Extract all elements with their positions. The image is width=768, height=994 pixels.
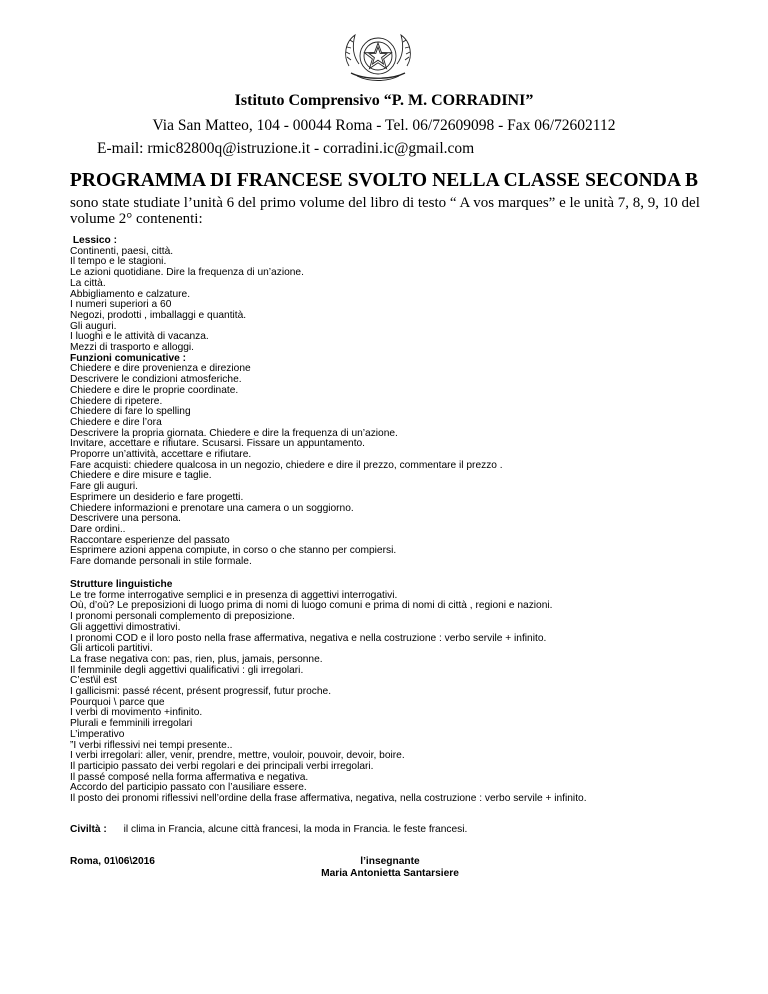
list-item: Le tre forme interrogative semplici e in presenza di aggettivi interrogativi.: [70, 589, 398, 601]
school-address: Via San Matteo, 104 - 00044 Roma - Tel. 06/72609098 - Fax 06/72602112: [152, 117, 616, 134]
section-heading: Lessico :: [70, 235, 117, 246]
list-item: La città.: [70, 277, 106, 289]
list-item: L’imperativo: [70, 728, 125, 740]
list-item: Chiedere di fare lo spelling: [70, 406, 191, 418]
list-item: Mezzi di trasporto e alloggi.: [70, 342, 195, 354]
list-item: Esprimere azioni appena compiute, in corso o che stanno per compiersi.: [70, 545, 397, 557]
school-email: E-mail: rmic82800q@istruzione.it - corradini.ic@gmail.com: [97, 140, 475, 157]
list-item: Proporre un’attività, accettare e rifiutare.: [70, 449, 252, 461]
list-item: Chiedere e dire provenienza e direzione: [70, 363, 251, 375]
list-item: Où, d’où? Le preposizioni di luogo prima di nomi di luogo comuni e prima di nomi di città , regioni e nazioni.: [70, 600, 553, 612]
section-heading: Strutture linguistiche: [70, 579, 173, 590]
list-item: Pourquoi \ parce que: [70, 696, 165, 708]
list-item: I verbi irregolari: aller, venir, prendre, mettre, vouloir, pouvoir, devoir, boire.: [70, 750, 405, 762]
list-item: I pronomi personali complemento di preposizione.: [70, 611, 295, 623]
list-item: C’est\il est: [70, 675, 117, 687]
list-item: Chiedere e dire misure e taglie.: [70, 470, 212, 482]
list-item: Fare domande personali in stile formale.: [70, 556, 252, 568]
list-item: I numeri superiori a 60: [70, 299, 172, 311]
list-item: Descrivere una persona.: [70, 513, 181, 525]
intro-paragraph: [70, 195, 710, 227]
signature-block: [300, 856, 480, 880]
list-item: Le azioni quotidiane. Dire la frequenza di un’azione.: [70, 267, 304, 279]
list-item: Descrivere la propria giornata. Chiedere e dire la frequenza di un’azione.: [70, 427, 398, 439]
list-item: Il tempo e le stagioni.: [70, 256, 167, 268]
list-item: Abbigliamento e calzature.: [70, 288, 191, 300]
list-item: ”I verbi riflessivi nei tempi presente..: [70, 739, 233, 751]
list-item: Il posto dei pronomi riflessivi nell’ordine della frase affermativa, negativa, nella costruzione : verbo servile + infinito.: [70, 793, 587, 805]
list-item: La frase negativa con: pas, rien, plus, jamais, personne.: [70, 653, 323, 665]
list-item: Gli aggettivi dimostrativi.: [70, 621, 181, 633]
list-item: Chiedere e dire le proprie coordinate.: [70, 384, 239, 396]
teacher-role: l’insegnante: [360, 856, 420, 867]
intro-line: sono state studiate l’unità 6 del primo volume del libro di testo “ A vos marques” e le unità 7, 8, 9, 10 del: [70, 195, 700, 211]
civilta-label: Civiltà :: [70, 824, 107, 835]
list-item: Gli auguri.: [70, 320, 117, 332]
republic-emblem-icon: [335, 26, 421, 88]
list-item: Negozi, prodotti , imballaggi e quantità.: [70, 309, 247, 321]
document-title: PROGRAMMA DI FRANCESE SVOLTO NELLA CLASSE SECONDA B: [69, 170, 699, 191]
list-item: Fare gli auguri.: [70, 481, 138, 493]
list-item: Chiedere informazioni e prenotare una camera o un soggiorno.: [70, 502, 354, 514]
strutture-section: [70, 580, 730, 805]
list-item: Il participio passato dei verbi regolari e dei principali verbi irregolari.: [70, 760, 374, 772]
list-item: Continenti, paesi, città.: [70, 245, 174, 257]
list-item: Accordo del participio passato con l’ausiliare essere.: [70, 782, 307, 794]
list-item: Raccontare esperienze del passato: [70, 534, 230, 546]
list-item: Dare ordini..: [70, 523, 126, 535]
school-name: Istituto Comprensivo “P. M. CORRADINI”: [234, 92, 534, 109]
civilta-line: [70, 824, 467, 835]
list-item: Il femminile degli aggettivi qualificativi : gli irregolari.: [70, 664, 304, 676]
list-item: I luoghi e le attività di vacanza.: [70, 331, 209, 343]
lessico-section: [70, 236, 730, 568]
list-item: Il passé composé nella forma affermativa e negativa.: [70, 771, 309, 783]
list-item: Fare acquisti: chiedere qualcosa in un negozio, chiedere e dire il prezzo, commentare il prezzo .: [70, 459, 503, 471]
teacher-name: Maria Antonietta Santarsiere: [321, 868, 459, 879]
list-item: Invitare, accettare e rifiutare. Scusarsi. Fissare un appuntamento.: [70, 438, 366, 450]
list-item: Esprimere un desiderio e fare progetti.: [70, 491, 244, 503]
list-item: I pronomi COD e il loro posto nella frase affermativa, negativa e nella costruzione : verbo servile + infinito.: [70, 632, 547, 644]
list-item: Chiedere e dire l’ora: [70, 416, 162, 428]
document-date: Roma, 01\06\2016: [70, 856, 155, 867]
list-item: I gallicismi: passé récent, présent progressif, futur proche.: [70, 686, 332, 698]
list-item: Gli articoli partitivi.: [70, 643, 153, 655]
section-heading: Funzioni comunicative :: [70, 352, 187, 364]
list-item: I verbi di movimento +infinito.: [70, 707, 203, 719]
list-item: Chiedere di ripetere.: [70, 395, 163, 407]
civilta-text: il clima in Francia, alcune città francesi, la moda in Francia. le feste francesi.: [123, 824, 468, 835]
list-item: Descrivere le condizioni atmosferiche.: [70, 374, 242, 386]
intro-line: volume 2° contenenti:: [70, 211, 203, 227]
list-item: Plurali e femminili irregolari: [70, 718, 193, 730]
